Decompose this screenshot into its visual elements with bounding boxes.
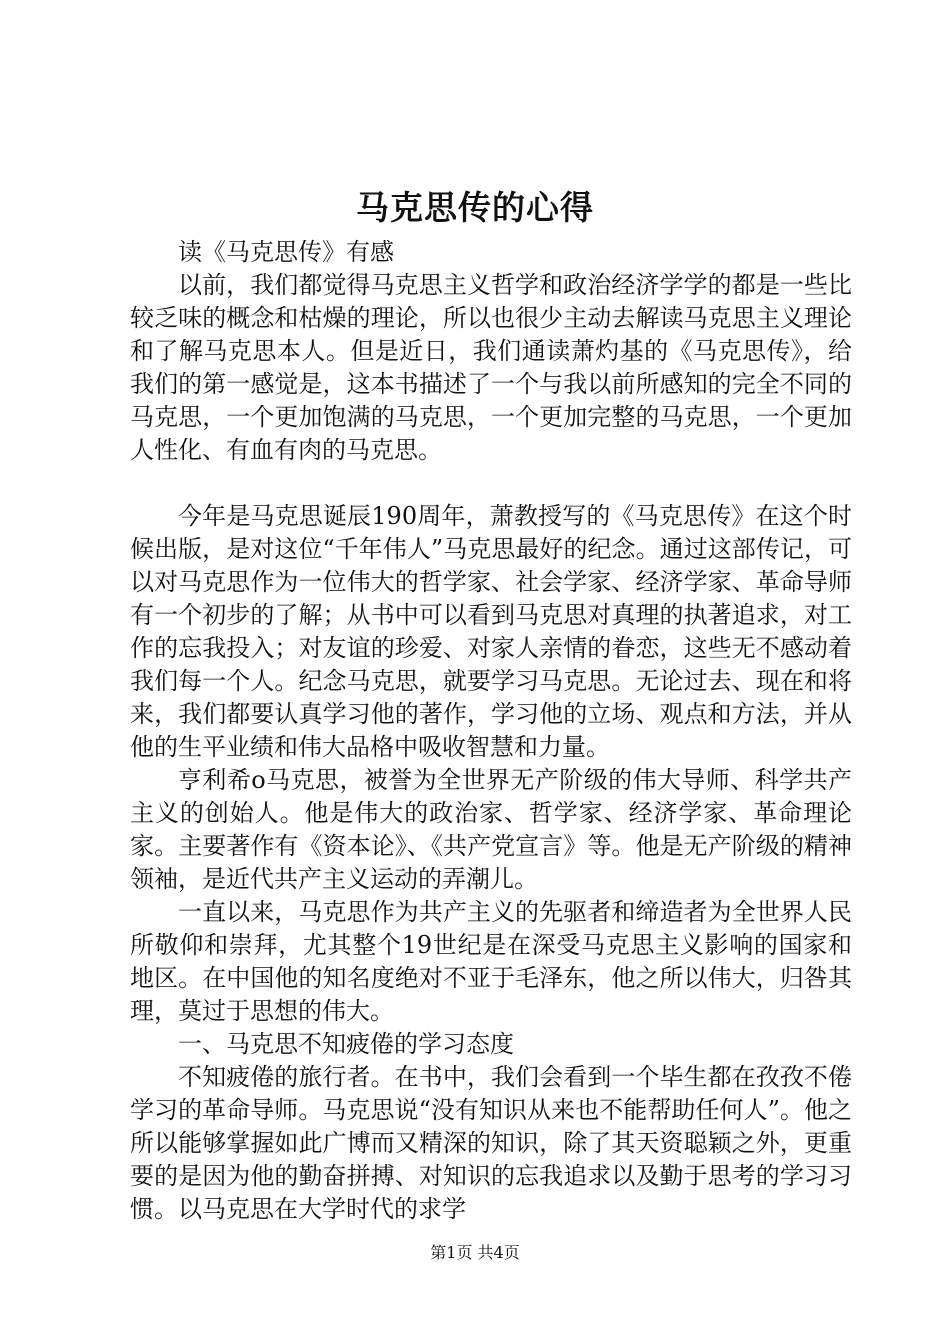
page-footer: 第1页 共4页 <box>430 1243 520 1262</box>
paragraph-spacer <box>130 467 852 500</box>
body-paragraph: 以前，我们都觉得马克思主义哲学和政治经济学学的都是一些比较乏味的概念和枯燥的理论，所以也很少主动去解读马克思主义理论和了解马克思本人。但是近日，我们通读萧灼基的《马克思传》，给我们的第一感觉是，这本书描述了一个与我以前所感知的完全不同的马克思，一个更加饱满的马克思，一个更加完整的马克思，一个更加人性化、有血有肉的马克思。 <box>130 271 852 464</box>
body-paragraph: 一直以来，马克思作为共产主义的先驱者和缔造者为全世界人民所敬仰和崇拜，尤其整个19世纪是在深受马克思主义影响的国家和地区。在中国他的知名度绝对不亚于毛泽东，他之所以伟大，归咎其理，莫过于思想的伟大。 <box>130 898 852 1025</box>
section-heading: 一、马克思不知疲倦的学习态度 <box>178 1030 514 1058</box>
document-body <box>130 236 852 1226</box>
body-paragraph: 不知疲倦的旅行者。在书中，我们会看到一个毕生都在孜孜不倦学习的革命导师。马克思说“没有知识从来也不能帮助任何人”。他之所以能够掌握如此广博而又精深的知识，除了其天资聪颖之外，更重要的是因为他的勤奋拼搏、对知识的忘我追求以及勤于思考的学习习惯。以马克思在大学时代的求学 <box>130 1063 852 1223</box>
subtitle-paragraph: 读《马克思传》有感 <box>178 238 394 266</box>
body-paragraph: 亨利希ο马克思，被誉为全世界无产阶级的伟大导师、科学共产主义的创始人。他是伟大的政治家、哲学家、经济学家、革命理论家。主要著作有《资本论》、《共产党宣言》等。他是无产阶级的精神领袖，是近代共产主义运动的弄潮儿。 <box>130 766 852 893</box>
document-title: 马克思传的心得 <box>356 188 594 227</box>
body-paragraph: 今年是马克思诞辰190周年，萧教授写的《马克思传》在这个时候出版，是对这位“千年伟人”马克思最好的纪念。通过这部传记，可以对马克思作为一位伟大的哲学家、社会学家、经济学家、革命导师有一个初步的了解；从书中可以看到马克思对真理的执著追求，对工作的忘我投入；对友谊的珍爱、对家人亲情的眷恋，这些无不感动着我们每一个人。纪念马克思，就要学习马克思。无论过去、现在和将来，我们都要认真学习他的著作，学习他的立场、观点和方法，并从他的生平业绩和伟大品格中吸收智慧和力量。 <box>130 502 852 761</box>
